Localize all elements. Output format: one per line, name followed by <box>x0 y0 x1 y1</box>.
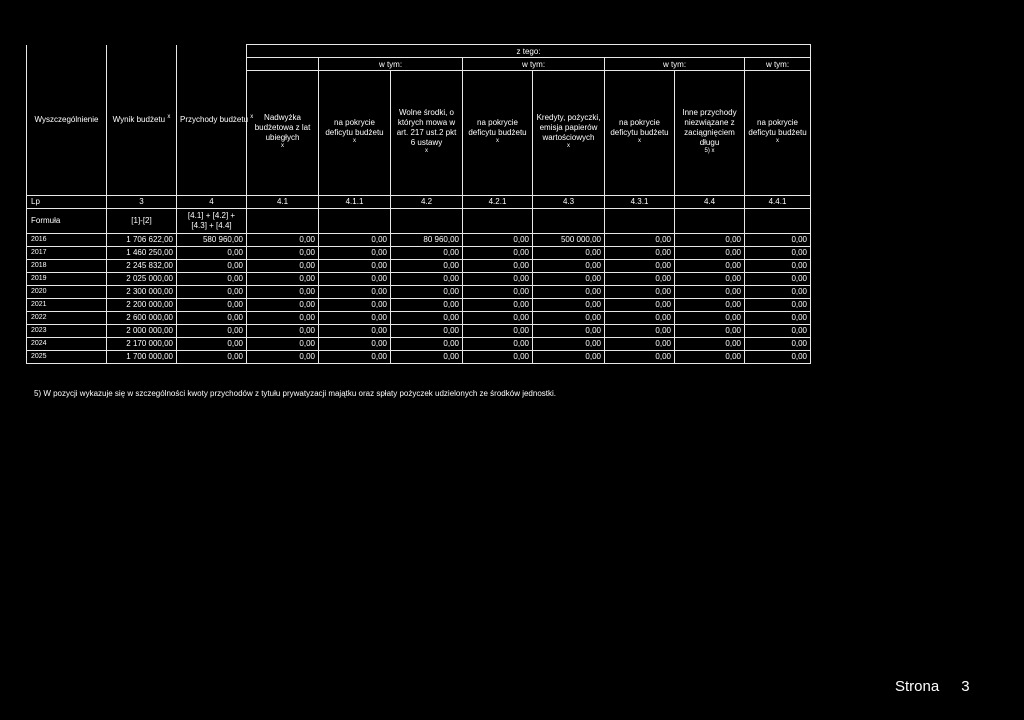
z-tego-header-row <box>27 45 811 58</box>
table-cell: 0,00 <box>675 351 745 364</box>
table-cell: 0,00 <box>463 351 533 364</box>
table-cell: 0,00 <box>463 299 533 312</box>
table-cell: 0,00 <box>605 260 675 273</box>
table-cell: 0,00 <box>177 299 247 312</box>
formula-row <box>27 209 811 234</box>
header-cell <box>27 45 107 196</box>
table-cell: 0,00 <box>533 260 605 273</box>
table-row <box>27 312 811 325</box>
header-label: na pokrycie deficytu budżetu <box>468 118 527 137</box>
table-cell <box>605 209 675 234</box>
table-cell: 0,00 <box>463 286 533 299</box>
table-cell: 4.4 <box>675 196 745 209</box>
table-cell: 0,00 <box>605 351 675 364</box>
table-cell: 0,00 <box>319 338 391 351</box>
table-cell: 0,00 <box>605 234 675 247</box>
lp-row <box>27 196 811 209</box>
table-cell: 0,00 <box>319 312 391 325</box>
table-cell: 4.1.1 <box>319 196 391 209</box>
table-cell: 0,00 <box>177 325 247 338</box>
table-cell: 0,00 <box>177 286 247 299</box>
table-cell: 0,00 <box>247 247 319 260</box>
table-cell: 0,00 <box>463 273 533 286</box>
table-cell: 0,00 <box>247 260 319 273</box>
table-cell: 0,00 <box>177 247 247 260</box>
table-cell: 0,00 <box>247 299 319 312</box>
header-cell <box>533 71 605 196</box>
row-label-cell: 2020 <box>27 286 107 299</box>
table-cell: 0,00 <box>675 234 745 247</box>
row-label-cell: Formuła <box>27 209 107 234</box>
header-mark: x <box>353 138 356 144</box>
header-mark: x <box>250 114 254 121</box>
header-cell <box>319 71 391 196</box>
row-label-cell: 2023 <box>27 325 107 338</box>
row-label-cell: Lp <box>27 196 107 209</box>
table-cell: 0,00 <box>247 234 319 247</box>
header-mark: 5) x <box>704 148 715 154</box>
table-cell: 0,00 <box>745 286 811 299</box>
table-row <box>27 247 811 260</box>
table-cell: 2 600 000,00 <box>107 312 177 325</box>
table-cell: 0,00 <box>533 273 605 286</box>
page-footer <box>895 678 970 695</box>
table-cell: 0,00 <box>319 273 391 286</box>
header-cell <box>107 45 177 196</box>
table-cell: 0,00 <box>391 286 463 299</box>
table-cell: 4 <box>177 196 247 209</box>
table-cell: 0,00 <box>463 234 533 247</box>
table-cell: 1 460 250,00 <box>107 247 177 260</box>
table-cell: 0,00 <box>533 286 605 299</box>
header-label: na pokrycie deficytu budżetu <box>748 118 807 137</box>
w-tym-label: w tym: <box>463 58 605 71</box>
table-cell <box>463 209 533 234</box>
table-cell: [1]-[2] <box>107 209 177 234</box>
header-cell <box>675 71 745 196</box>
table-cell: 0,00 <box>391 247 463 260</box>
header-label: Wynik budżetu <box>112 115 166 125</box>
table-cell: 0,00 <box>247 338 319 351</box>
table-cell: 0,00 <box>745 273 811 286</box>
w-tym-label: w tym: <box>605 58 745 71</box>
w-tym-label: w tym: <box>745 58 811 71</box>
financial-forecast-table <box>26 44 811 364</box>
header-label: Inne przychody niezwiązane z zaciągnięciem długu <box>682 108 737 147</box>
table-row <box>27 260 811 273</box>
table-cell: [4.1] + [4.2] + [4.3] + [4.4] <box>177 209 247 234</box>
table-cell: 0,00 <box>463 325 533 338</box>
table-cell <box>745 209 811 234</box>
table-cell: 0,00 <box>745 338 811 351</box>
table-cell: 0,00 <box>745 312 811 325</box>
table-cell <box>247 209 319 234</box>
table-cell: 0,00 <box>247 325 319 338</box>
header-cell <box>247 71 319 196</box>
page-label: Strona <box>895 678 940 695</box>
table-cell: 0,00 <box>605 325 675 338</box>
table-cell: 0,00 <box>319 286 391 299</box>
table-cell: 0,00 <box>675 325 745 338</box>
header-cell <box>605 71 675 196</box>
table-cell: 2 170 000,00 <box>107 338 177 351</box>
table-cell: 0,00 <box>177 260 247 273</box>
footnote: 5) W pozycji wykazuje się w szczególności kwoty przychodów z tytułu prywatyzacji majątku oraz spłaty pożyczek udzielonych ze środków jednostki. <box>34 389 556 398</box>
table-cell: 2 000 000,00 <box>107 325 177 338</box>
header-mark: x <box>167 114 171 121</box>
row-label-cell: 2016 <box>27 234 107 247</box>
table-row <box>27 299 811 312</box>
table-cell: 0,00 <box>605 338 675 351</box>
table-cell: 0,00 <box>533 351 605 364</box>
table-row <box>27 234 811 247</box>
table-cell: 0,00 <box>745 351 811 364</box>
table-row <box>27 325 811 338</box>
table-cell: 0,00 <box>319 247 391 260</box>
table-cell: 0,00 <box>745 234 811 247</box>
table-cell: 0,00 <box>177 351 247 364</box>
header-label: Wolne środki, o których mowa w art. 217 ust.2 pkt 6 ustawy <box>396 108 457 147</box>
table-cell: 4.2 <box>391 196 463 209</box>
table-body <box>27 196 811 364</box>
table-cell: 0,00 <box>247 286 319 299</box>
table-row <box>27 273 811 286</box>
table-cell: 0,00 <box>675 273 745 286</box>
header-cell <box>745 71 811 196</box>
table-cell: 0,00 <box>391 273 463 286</box>
table-cell: 0,00 <box>605 247 675 260</box>
z-tego-label: z tego: <box>247 45 811 58</box>
table-cell <box>533 209 605 234</box>
table-cell: 4.2.1 <box>463 196 533 209</box>
table-row <box>27 338 811 351</box>
header-mark: x <box>776 138 779 144</box>
header-cell <box>391 71 463 196</box>
table-cell: 0,00 <box>391 325 463 338</box>
header-mark: x <box>638 138 641 144</box>
table-cell: 4.1 <box>247 196 319 209</box>
table-cell: 0,00 <box>319 234 391 247</box>
header-label: Nadwyżka budżetowa z lat ubiegłych <box>254 113 311 142</box>
table-cell: 0,00 <box>745 247 811 260</box>
table-cell: 0,00 <box>605 273 675 286</box>
row-label-cell: 2024 <box>27 338 107 351</box>
table-cell: 0,00 <box>319 299 391 312</box>
table-cell: 2 200 000,00 <box>107 299 177 312</box>
table-cell: 0,00 <box>463 312 533 325</box>
header-mark: x <box>425 148 428 154</box>
table-cell: 1 706 622,00 <box>107 234 177 247</box>
table-cell: 4.4.1 <box>745 196 811 209</box>
table-cell: 4.3.1 <box>605 196 675 209</box>
table-cell: 0,00 <box>177 312 247 325</box>
row-label-cell: 2017 <box>27 247 107 260</box>
table-row <box>27 351 811 364</box>
table-cell <box>319 209 391 234</box>
w-tym-label: w tym: <box>319 58 463 71</box>
table-cell: 0,00 <box>533 312 605 325</box>
table-cell: 0,00 <box>391 299 463 312</box>
table-cell: 0,00 <box>463 260 533 273</box>
table-cell: 0,00 <box>605 299 675 312</box>
table-cell: 500 000,00 <box>533 234 605 247</box>
table-cell: 0,00 <box>675 338 745 351</box>
table-cell: 0,00 <box>391 312 463 325</box>
header-label: na pokrycie deficytu budżetu <box>325 118 384 137</box>
table-row <box>27 286 811 299</box>
table-cell: 580 960,00 <box>177 234 247 247</box>
row-label-cell: 2025 <box>27 351 107 364</box>
table-cell: 0,00 <box>675 286 745 299</box>
table-cell: 0,00 <box>391 351 463 364</box>
table-cell: 0,00 <box>675 299 745 312</box>
table-cell: 0,00 <box>247 351 319 364</box>
table-cell: 2 025 000,00 <box>107 273 177 286</box>
header-cell <box>463 71 533 196</box>
table-cell: 0,00 <box>533 338 605 351</box>
table-cell: 0,00 <box>605 312 675 325</box>
header-cell <box>177 45 254 196</box>
table-cell: 0,00 <box>675 312 745 325</box>
table-cell: 3 <box>107 196 177 209</box>
table-cell: 0,00 <box>463 338 533 351</box>
table-cell <box>675 209 745 234</box>
table-cell: 0,00 <box>319 325 391 338</box>
table-cell: 0,00 <box>391 338 463 351</box>
table-cell: 0,00 <box>605 286 675 299</box>
table-cell <box>391 209 463 234</box>
table-cell: 0,00 <box>177 273 247 286</box>
spacer-cell <box>247 58 319 71</box>
table-cell: 0,00 <box>533 247 605 260</box>
table-cell: 80 960,00 <box>391 234 463 247</box>
table-cell: 0,00 <box>675 247 745 260</box>
header-mark: x <box>567 143 570 149</box>
header-label: Wyszczególnienie <box>34 115 99 125</box>
table-cell: 0,00 <box>463 247 533 260</box>
table-cell: 0,00 <box>745 299 811 312</box>
header-mark: x <box>496 138 499 144</box>
table-cell: 0,00 <box>319 351 391 364</box>
row-label-cell: 2022 <box>27 312 107 325</box>
table-cell: 2 245 832,00 <box>107 260 177 273</box>
table-cell: 0,00 <box>745 260 811 273</box>
table-cell: 4.3 <box>533 196 605 209</box>
table-cell: 0,00 <box>247 312 319 325</box>
page-number: 3 <box>961 678 970 695</box>
table-cell: 0,00 <box>391 260 463 273</box>
table-cell: 2 300 000,00 <box>107 286 177 299</box>
header-label: na pokrycie deficytu budżetu <box>610 118 669 137</box>
table-cell: 0,00 <box>177 338 247 351</box>
header-mark: x <box>281 143 284 149</box>
header-label: Przychody budżetu <box>180 115 249 125</box>
table-cell: 1 700 000,00 <box>107 351 177 364</box>
row-label-cell: 2019 <box>27 273 107 286</box>
table-cell: 0,00 <box>319 260 391 273</box>
table-cell: 0,00 <box>533 299 605 312</box>
row-label-cell: 2018 <box>27 260 107 273</box>
table-cell: 0,00 <box>533 325 605 338</box>
table-cell: 0,00 <box>247 273 319 286</box>
table-cell: 0,00 <box>745 325 811 338</box>
header-label: Kredyty, pożyczki, emisja papierów wartościowych <box>536 113 601 142</box>
table-cell: 0,00 <box>675 260 745 273</box>
row-label-cell: 2021 <box>27 299 107 312</box>
